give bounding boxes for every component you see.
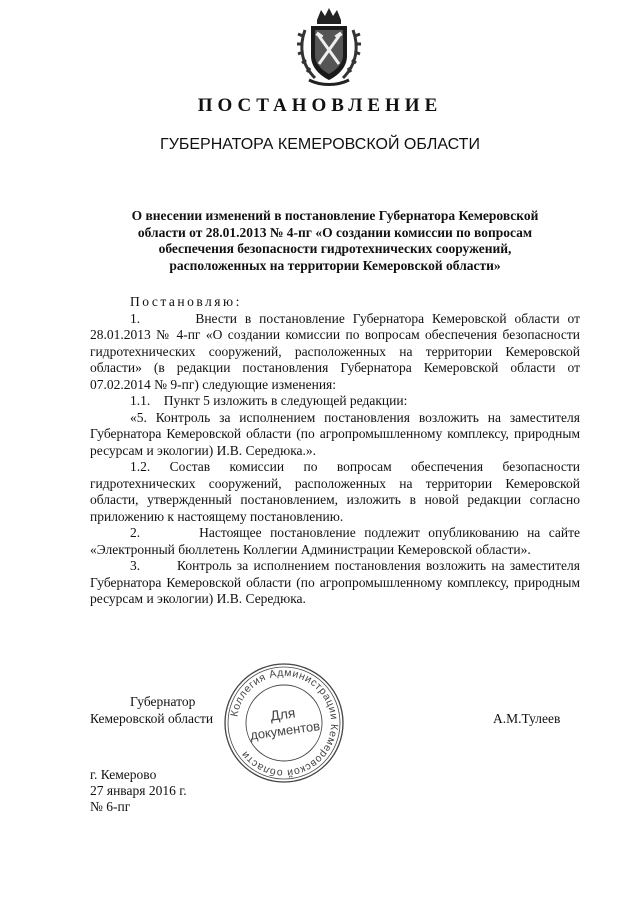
signature-name: А.М.Тулеев [493,711,561,726]
footer-date: 27 января 2016 г. [90,783,187,798]
paragraph-3: 3. Контроль за исполнением постановления возложить на заместителя Губернатора Кемеровской области (по агропромышленному комплексу, природным ресурсам и экологии) И.В. Середюка. [90,558,584,606]
stamp-center-line2: документов [249,718,321,743]
paragraph-1: 1. Внести в постановление Губернатора Кемеровской области от 28.01.2013 № 4-пг «О создании комиссии по вопросам обеспечения безопасности гидротехнических сооружений, расположенных на территории Кемеровской области» (в редакции постановления Губернатора Кемеровской области от 07.02.2014 № 9-пг) следующие изменения: [90,310,584,392]
footer-number: № 6-пг [90,799,131,814]
heading-line: О внесении изменений в постановление Губернатора Кемеровской [131,208,539,223]
document-subtitle: ГУБЕРНАТОРА КЕМЕРОВСКОЙ ОБЛАСТИ [160,136,480,153]
coat-of-arms-emblem [295,6,363,86]
paragraph-1-2: 1.2. Состав комиссии по вопросам обеспечения безопасности гидротехнических сооружений, расположенных на территории Кемеровской области, утвержденный постановлением, изложить в новой редакции согласно приложению к настоящему постановлению. [90,459,580,524]
footer-city: г. Кемерово [90,767,157,782]
heading-line: обеспечения безопасности гидротехнических сооружений, [158,241,512,256]
official-stamp [222,661,346,785]
document-body [90,294,584,608]
paragraph-2: 2. Настоящее постановление подлежит опубликованию на сайте «Электронный бюллетень Коллегии Администрации Кемеровской области». [90,525,584,557]
intro-line: Постановляю: [130,294,242,309]
paragraph-1-1-text: «5. Контроль за исполнением постановления возложить на заместителя Губернатора Кемеровской области (по агропромышленному комплексу, природным ресурсам и экологии) И.В. Середюка.». [90,409,580,458]
document-title: ПОСТАНОВЛЕНИЕ [197,95,443,116]
heading-line: расположенных на территории Кемеровской области» [169,257,501,273]
signature-position-line1: Губернатор [130,694,196,709]
heading-line: области от 28.01.2013 № 4-пг «О создании комиссии по вопросам [137,224,533,240]
paragraph-1-1: 1.1. Пункт 5 изложить в следующей редакции: [130,393,408,408]
stamp-ring-text: Коллегия Администрации Кемеровской области [228,666,341,780]
signature-position-line2: Кемеровской области [90,711,214,726]
stamp-center-line1: Для [269,704,297,724]
document-heading [90,208,580,274]
